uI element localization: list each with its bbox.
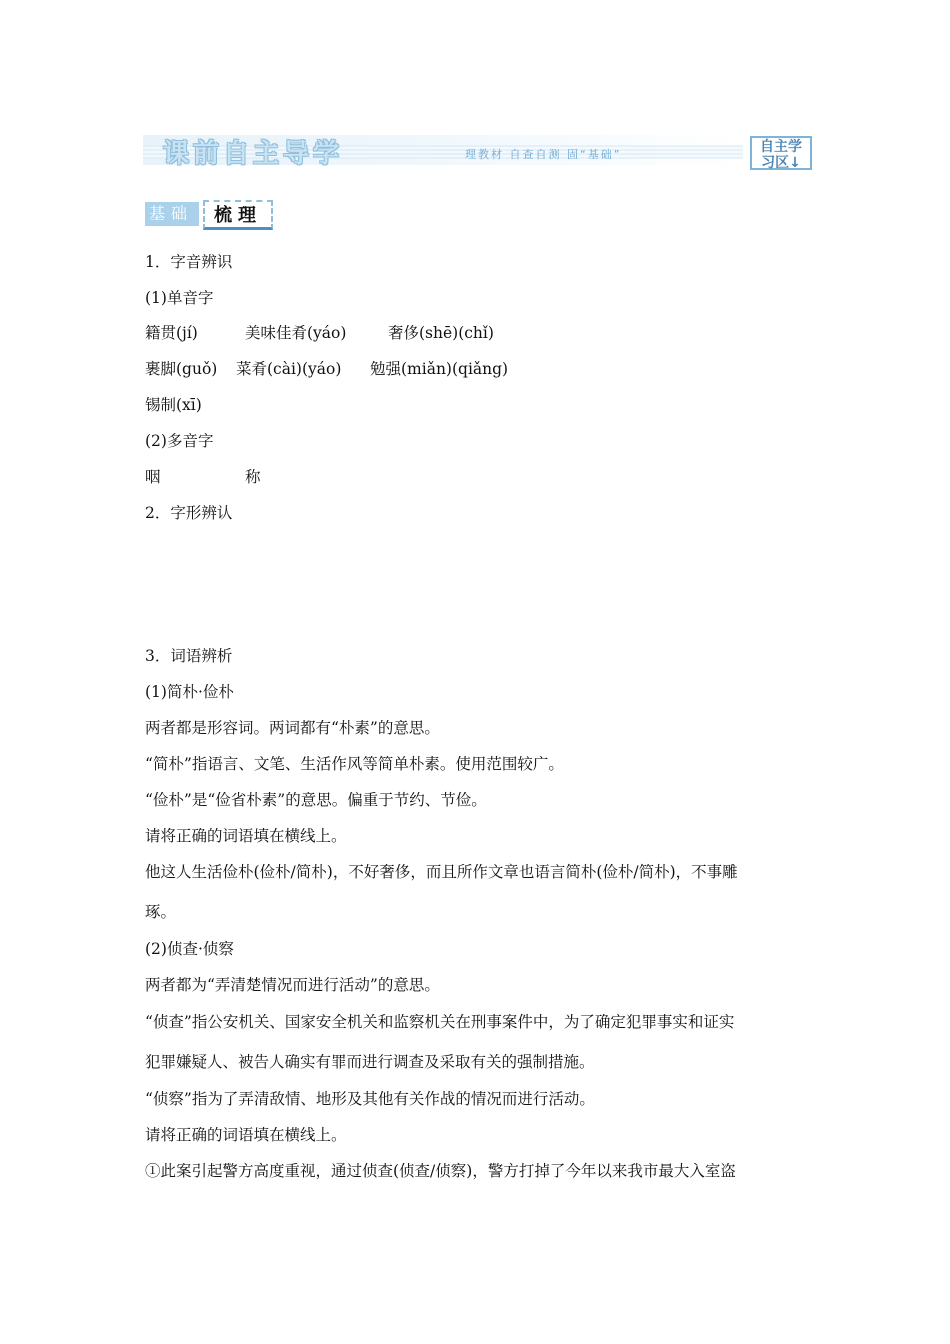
word-entry: 裹脚(guǒ) (145, 360, 218, 378)
word-entry: 籍贯(jí) (145, 324, 198, 342)
section-banner (143, 129, 815, 173)
section-heading (145, 200, 277, 232)
paragraph-line: 他这人生活俭朴(俭朴/简朴)，不好奢侈，而且所作文章也语言简朴(俭朴/简朴)，不事雕 (145, 863, 738, 881)
heading-pronunciation: 1．字音辨识 (145, 253, 233, 271)
heading-vocabulary: 3．词语辨析 (145, 647, 233, 665)
subheading-pair-1: (1)简朴·俭朴 (145, 683, 234, 701)
paragraph-line: “侦查”指公安机关、国家安全机关和监察机关在刑事案件中，为了确定犯罪事实和证实 (145, 1013, 735, 1031)
subheading-multi-reading: (2)多音字 (145, 432, 214, 450)
subheading-single-reading: (1)单音字 (145, 289, 214, 307)
paragraph-line: 两者都为“弄清楚情况而进行活动”的意思。 (145, 976, 440, 994)
paragraph-line: ①此案引起警方高度重视，通过侦查(侦查/侦察)，警方打掉了今年以来我市最大入室盗 (145, 1162, 736, 1180)
word-entry: 菜肴(cài)(yáo) (236, 360, 342, 378)
word-entry: 奢侈(shē)(chǐ) (388, 324, 494, 342)
heading-glyph: 2．字形辨认 (145, 504, 233, 522)
word-entry: 咽 (145, 468, 161, 486)
paragraph-line: 琢。 (145, 903, 177, 921)
self-study-badge (750, 136, 812, 170)
section-heading-right: 梳理 (203, 200, 273, 230)
paragraph-line: “侦察”指为了弄清敌情、地形及其他有关作战的情况而进行活动。 (145, 1090, 595, 1108)
word-entry: 称 (245, 468, 261, 486)
word-entry: 勉强(miǎn)(qiǎng) (370, 360, 509, 378)
banner-title: 课前自主导学 (163, 139, 344, 169)
instruction-line: 请将正确的词语填在横线上。 (145, 1126, 347, 1144)
badge-line-2: 习区↓ (761, 155, 801, 171)
word-entry: 美味佳肴(yáo) (245, 324, 347, 342)
word-entry: 锡制(xī) (145, 396, 202, 414)
instruction-line: 请将正确的词语填在横线上。 (145, 827, 347, 845)
paragraph-line: 两者都是形容词。两词都有“朴素”的意思。 (145, 719, 440, 737)
paragraph-line: 犯罪嫌疑人、被告人确实有罪而进行调查及采取有关的强制措施。 (145, 1053, 595, 1071)
section-heading-left: 基础 (145, 202, 199, 226)
paragraph-line: “简朴”指语言、文笔、生活作风等简单朴素。使用范围较广。 (145, 755, 564, 773)
banner-subtitle: 理教材 自查自测 固“基础” (465, 148, 622, 161)
subheading-pair-2: (2)侦查·侦察 (145, 940, 234, 958)
badge-line-1: 自主学 (760, 139, 802, 155)
paragraph-line: “俭朴”是“俭省朴素”的意思。偏重于节约、节俭。 (145, 791, 487, 809)
